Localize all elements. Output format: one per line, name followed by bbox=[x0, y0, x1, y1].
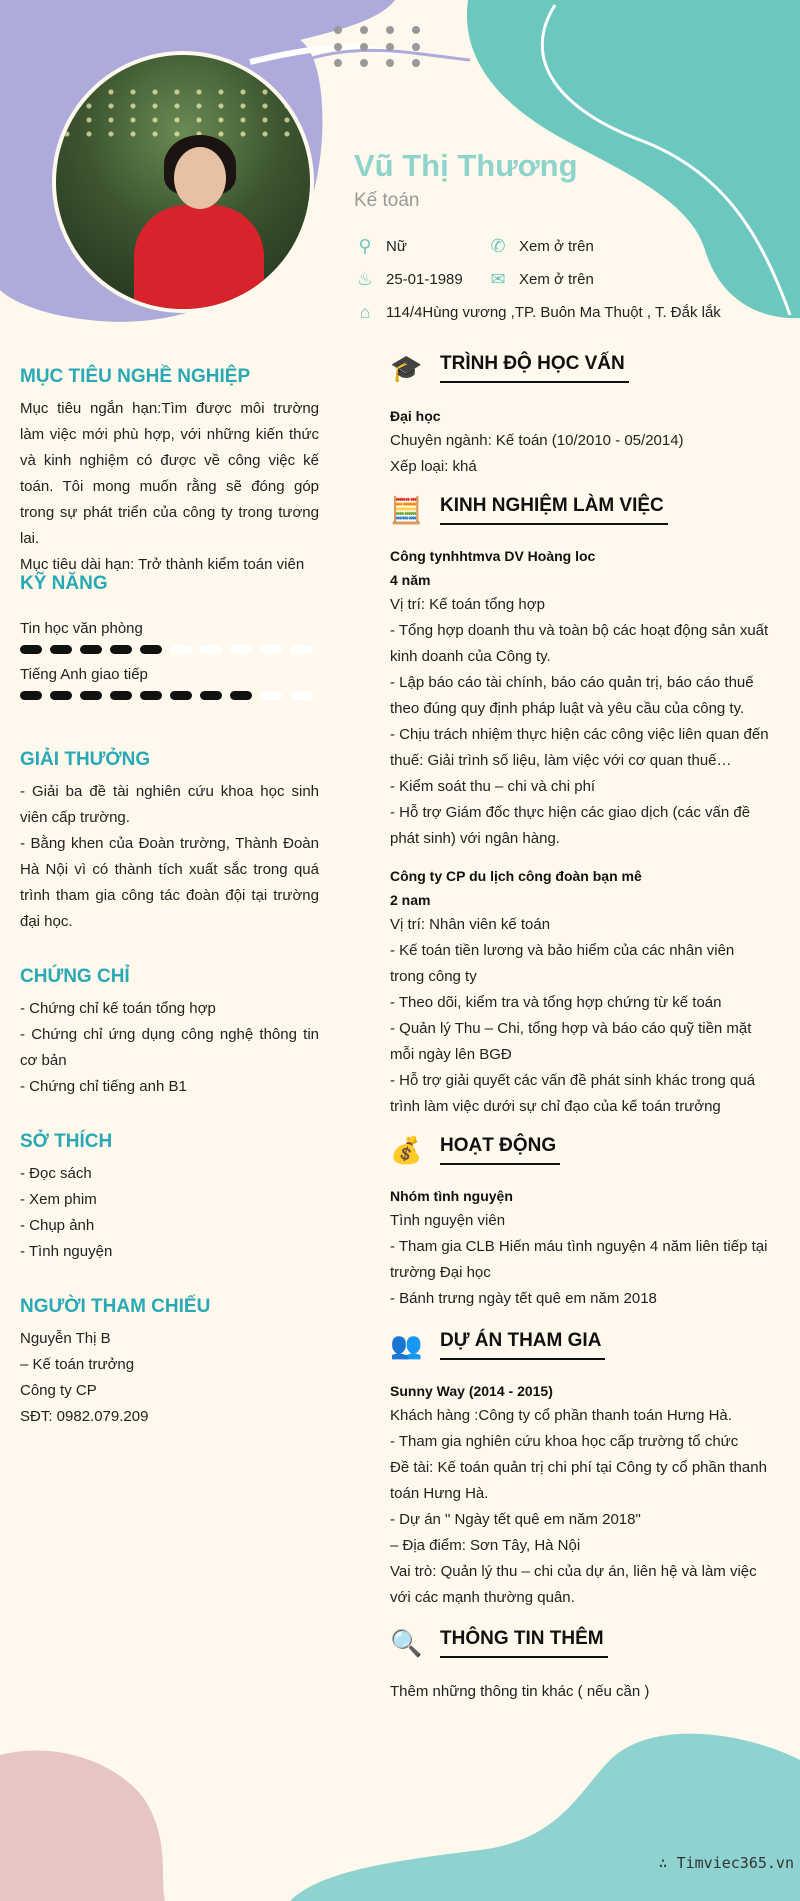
job-line: - Hỗ trợ Giám đốc thực hiện các giao dịch (các vấn đề phát sinh) với ngân hàng. bbox=[390, 804, 751, 847]
hobbies-heading: SỞ THÍCH bbox=[20, 1131, 113, 1152]
gender-row bbox=[354, 236, 407, 256]
calculator-docs-icon: 🧮 bbox=[390, 495, 423, 525]
team-icon: 👥 bbox=[390, 1330, 423, 1360]
extra-header bbox=[390, 1623, 770, 1663]
project-line: - Dự án " Ngày tết quê em năm 2018" bbox=[390, 1511, 641, 1528]
activities-header bbox=[390, 1130, 770, 1170]
activities-heading: HOẠT ĐỘNG bbox=[440, 1135, 560, 1165]
activity-line: - Bánh trưng ngày tết quê em năm 2018 bbox=[390, 1290, 657, 1307]
award-item: - Giải ba đề tài nghiên cứu khoa học sinh viên cấp trường. bbox=[20, 783, 319, 826]
job-line: - Hỗ trợ giải quyết các vấn đề phát sinh khác trong quá trình làm việc dưới sự chỉ đạo của kế toán trưởng bbox=[390, 1072, 756, 1115]
education-section bbox=[390, 348, 770, 480]
job-line: Vị trí: Nhân viên kế toán bbox=[390, 916, 551, 933]
hobby-item: - Tình nguyện bbox=[20, 1243, 113, 1260]
skill-name: Tin học văn phòng bbox=[20, 620, 143, 637]
experience-heading: KINH NGHIỆM LÀM VIỆC bbox=[440, 495, 668, 525]
skill-level-segment bbox=[200, 691, 222, 700]
skill-level-segment bbox=[110, 645, 132, 654]
award-item: - Bằng khen của Đoàn trường, Thành Đoàn Hà Nội vì có thành tích xuất sắc trong quá trình tham gia công tác đoàn đội tại trường đại học. bbox=[20, 835, 319, 930]
coins-calculator-icon: 💰 bbox=[390, 1135, 423, 1165]
extra-heading: THÔNG TIN THÊM bbox=[440, 1628, 608, 1658]
candidate-name: Vũ Thị Thương bbox=[354, 148, 578, 183]
project-name: Sunny Way (2014 - 2015) bbox=[390, 1383, 553, 1399]
email-icon: ✉ bbox=[490, 269, 506, 289]
home-icon: ⌂ bbox=[359, 302, 371, 322]
skill-level-segment bbox=[170, 691, 192, 700]
watermark bbox=[659, 1854, 794, 1872]
education-header bbox=[390, 348, 770, 388]
address-row bbox=[354, 302, 721, 322]
job-line: - Kiểm soát thu – chi và chi phí bbox=[390, 778, 596, 795]
gender-icon: ⚲ bbox=[358, 236, 372, 256]
phone-row bbox=[487, 236, 594, 256]
profile-photo bbox=[52, 51, 314, 313]
skill-level-segment bbox=[80, 691, 102, 700]
job-line: - Chịu trách nhiệm thực hiện các công việc liên quan đến thuế: Giải trình số liệu, làm việc với cơ quan thuế… bbox=[390, 726, 769, 769]
birthday-icon: ♨ bbox=[356, 269, 374, 289]
skill-level-segment bbox=[290, 645, 312, 654]
skill-level-bar bbox=[20, 691, 319, 700]
watermark-text: Timviec365.vn bbox=[676, 1854, 794, 1872]
certificate-item: - Chứng chỉ kế toán tổng hợp bbox=[20, 1000, 216, 1017]
project-line: Vai trò: Quản lý thu – chi của dự án, liên hệ và làm việc với các mạnh thường quân. bbox=[390, 1563, 757, 1606]
job-company: Công tynhhtmva DV Hoàng loc bbox=[390, 548, 596, 564]
certificate-item: - Chứng chỉ tiếng anh B1 bbox=[20, 1078, 187, 1095]
skill-level-segment bbox=[80, 645, 102, 654]
hobby-item: - Chụp ảnh bbox=[20, 1217, 95, 1234]
awards-heading: GIẢI THƯỞNG bbox=[20, 749, 151, 770]
project-line: Đề tài: Kế toán quản trị chi phí tại Công ty cổ phần thanh toán Hưng Hà. bbox=[390, 1459, 767, 1502]
address-value: 114/4Hùng vương ,TP. Buôn Ma Thuột , T. Đắk lắk bbox=[386, 303, 721, 321]
hobby-item: - Đọc sách bbox=[20, 1165, 92, 1182]
skill-level-segment bbox=[290, 691, 312, 700]
extra-line: Thêm những thông tin khác ( nếu cần ) bbox=[390, 1683, 650, 1700]
project-line: – Địa điểm: Sơn Tây, Hà Nội bbox=[390, 1537, 581, 1554]
skill-level-segment bbox=[20, 691, 42, 700]
extra-section bbox=[390, 1623, 770, 1705]
job-line: - Lập báo cáo tài chính, báo cáo quản trị, báo cáo thuế theo đúng quy định pháp luật và yêu cầu của công ty. bbox=[390, 674, 754, 717]
references-section bbox=[20, 1296, 319, 1430]
activity-line: - Tham gia CLB Hiến máu tình nguyện 4 năm liên tiếp tại trường Đại học bbox=[390, 1238, 768, 1281]
reference-line: SĐT: 0982.079.209 bbox=[20, 1408, 149, 1425]
job-line: - Tổng hợp doanh thu và toàn bộ các hoạt động sản xuất kinh doanh của Công ty. bbox=[390, 622, 769, 665]
certificates-heading: CHỨNG CHỈ bbox=[20, 966, 130, 987]
job-duration: 4 năm bbox=[390, 572, 431, 588]
job-title: Kế toán bbox=[354, 190, 420, 211]
skills-heading: KỸ NĂNG bbox=[20, 573, 108, 594]
certificate-item: - Chứng chỉ ứng dụng công nghệ thông tin cơ bản bbox=[20, 1026, 319, 1069]
certificates-section bbox=[20, 966, 319, 1100]
skill-level-segment bbox=[50, 691, 72, 700]
email-row bbox=[487, 269, 594, 289]
job-line: - Theo dõi, kiểm tra và tổng hợp chứng từ kế toán bbox=[390, 994, 722, 1011]
education-school: Đại học bbox=[390, 408, 441, 424]
email-value: Xem ở trên bbox=[519, 270, 594, 288]
skill-item bbox=[20, 666, 319, 700]
references-heading: NGƯỜI THAM CHIẾU bbox=[20, 1296, 211, 1317]
phone-icon: ✆ bbox=[490, 236, 506, 256]
gender-value: Nữ bbox=[386, 237, 407, 255]
skill-level-segment bbox=[50, 645, 72, 654]
reference-line: Công ty CP bbox=[20, 1382, 97, 1399]
hobbies-section bbox=[20, 1131, 319, 1265]
skill-level-segment bbox=[140, 645, 162, 654]
projects-section bbox=[390, 1325, 770, 1611]
skills-section bbox=[20, 573, 319, 700]
reference-line: Nguyễn Thị B bbox=[20, 1330, 111, 1347]
activity-line: Tình nguyện viên bbox=[390, 1212, 506, 1229]
skill-name: Tiếng Anh giao tiếp bbox=[20, 666, 148, 683]
job-line: Vị trí: Kế toán tổng hợp bbox=[390, 596, 545, 613]
magnifier-chart-icon: 🔍 bbox=[390, 1628, 423, 1658]
skill-level-segment bbox=[230, 691, 252, 700]
skill-level-segment bbox=[140, 691, 162, 700]
phone-value: Xem ở trên bbox=[519, 237, 594, 255]
awards-section bbox=[20, 749, 319, 935]
skill-level-segment bbox=[260, 645, 282, 654]
projects-header bbox=[390, 1325, 770, 1365]
dob-value: 25-01-1989 bbox=[386, 270, 463, 288]
education-line: Chuyên ngành: Kế toán (10/2010 - 05/2014) bbox=[390, 432, 684, 449]
objective-short: Mục tiêu ngắn hạn:Tìm được môi trường làm việc mới phù hợp, với những kiến thức và kinh nghiệm có được về công việc kế toán. Tôi mong muốn rằng sẽ đóng góp trong sự phát triển của công ty trong tương lai. bbox=[20, 400, 319, 547]
skill-level-segment bbox=[170, 645, 192, 654]
experience-header bbox=[390, 490, 770, 530]
education-heading: TRÌNH ĐỘ HỌC VẤN bbox=[440, 353, 629, 383]
skill-level-segment bbox=[110, 691, 132, 700]
project-line: - Tham gia nghiên cứu khoa học cấp trường tổ chức bbox=[390, 1433, 739, 1450]
objective-long: Mục tiêu dài hạn: Trở thành kiểm toán viên bbox=[20, 556, 305, 573]
skill-item bbox=[20, 620, 319, 654]
objective-section bbox=[20, 366, 319, 578]
watermark-logo-icon: ∴ bbox=[658, 1854, 677, 1872]
job-duration: 2 nam bbox=[390, 892, 431, 908]
job-line: - Quản lý Thu – Chi, tổng hợp và báo cáo quỹ tiền mặt mỗi ngày lên BGĐ bbox=[390, 1020, 752, 1063]
job-company: Công ty CP du lịch công đoàn bạn mê bbox=[390, 868, 642, 884]
projects-heading: DỰ ÁN THAM GIA bbox=[440, 1330, 605, 1360]
project-line: Khách hàng :Công ty cổ phần thanh toán Hưng Hà. bbox=[390, 1407, 732, 1424]
reference-line: – Kế toán trưởng bbox=[20, 1356, 135, 1373]
job-line: - Kế toán tiền lương và bảo hiểm của các nhân viên trong công ty bbox=[390, 942, 735, 985]
skill-level-bar bbox=[20, 645, 319, 654]
skill-level-segment bbox=[20, 645, 42, 654]
skill-level-segment bbox=[260, 691, 282, 700]
hobby-item: - Xem phim bbox=[20, 1191, 97, 1208]
education-line: Xếp loại: khá bbox=[390, 458, 477, 475]
activity-group: Nhóm tình nguyện bbox=[390, 1188, 513, 1204]
skill-level-segment bbox=[200, 645, 222, 654]
graduation-cap-icon: 🎓 bbox=[390, 353, 423, 383]
objective-heading: MỤC TIÊU NGHỀ NGHIỆP bbox=[20, 366, 251, 387]
skill-level-segment bbox=[230, 645, 252, 654]
dob-row bbox=[354, 269, 463, 289]
activities-section bbox=[390, 1130, 770, 1312]
experience-section bbox=[390, 490, 770, 1120]
